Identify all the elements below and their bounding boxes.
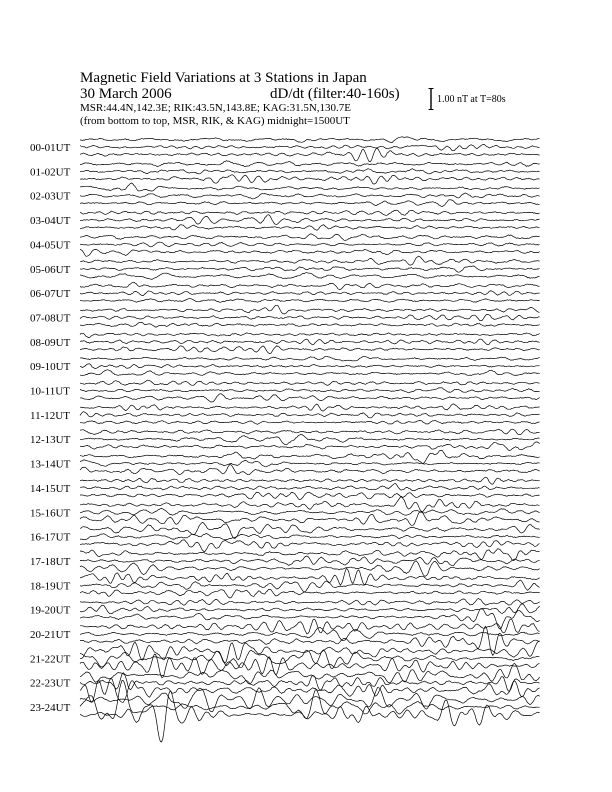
trace-kag-17-18UT <box>80 561 540 576</box>
hour-label: 22-23UT <box>30 677 71 690</box>
hour-label: 05-06UT <box>30 263 71 276</box>
trace-rik-18-19UT <box>80 580 540 592</box>
trace-kag-23-24UT <box>80 691 540 742</box>
trace-msr-02-03UT <box>80 183 540 191</box>
hour-label: 19-20UT <box>30 604 71 617</box>
trace-rik-05-06UT <box>80 266 540 272</box>
trace-kag-12-13UT <box>80 442 540 451</box>
trace-msr-12-13UT <box>80 429 540 435</box>
trace-msr-08-09UT <box>80 333 540 338</box>
hour-label: 08-09UT <box>30 336 71 349</box>
trace-kag-00-01UT <box>80 148 540 161</box>
trace-rik-00-01UT <box>80 145 540 151</box>
trace-msr-03-04UT <box>80 210 540 215</box>
trace-kag-18-19UT <box>80 589 540 598</box>
hour-label: 04-05UT <box>30 239 71 252</box>
hour-label: 18-19UT <box>30 580 71 593</box>
trace-msr-07-08UT <box>80 305 540 314</box>
trace-kag-01-02UT <box>80 175 540 184</box>
trace-rik-17-18UT <box>80 556 540 566</box>
trace-msr-06-07UT <box>80 282 540 289</box>
trace-kag-05-06UT <box>80 273 540 280</box>
hour-label: 14-15UT <box>30 482 71 495</box>
trace-rik-13-14UT <box>80 460 540 467</box>
trace-kag-16-17UT <box>80 540 540 552</box>
trace-kag-08-09UT <box>80 346 540 354</box>
trace-rik-03-04UT <box>80 215 540 225</box>
trace-rik-04-05UT <box>80 242 540 247</box>
trace-msr-10-11UT <box>80 380 540 385</box>
trace-msr-11-12UT <box>80 404 540 411</box>
hour-label: 16-17UT <box>30 531 71 544</box>
hour-label: 09-10UT <box>30 361 71 374</box>
trace-rik-09-10UT <box>80 364 540 369</box>
trace-msr-14-15UT <box>80 477 540 484</box>
trace-msr-19-20UT <box>80 598 540 605</box>
trace-msr-09-10UT <box>80 357 540 361</box>
hour-label: 20-21UT <box>30 629 71 641</box>
hour-label: 23-24UT <box>30 702 71 715</box>
trace-kag-09-10UT <box>80 370 540 376</box>
trace-msr-13-14UT <box>80 450 540 463</box>
hour-label: 06-07UT <box>30 288 71 301</box>
station-coordinates: MSR:44.4N,142.3E; RIK:43.5N,143.8E; KAG:31.5N,130.7E <box>80 102 352 114</box>
quantity-label: dD/dt (filter:40-160s) <box>270 86 400 102</box>
trace-kag-04-05UT <box>80 249 540 256</box>
trace-rik-21-22UT <box>80 650 540 669</box>
trace-msr-00-01UT <box>80 137 540 143</box>
hour-label: 00-01UT <box>30 142 71 154</box>
hour-label: 03-04UT <box>30 215 71 228</box>
trace-rik-07-08UT <box>80 314 540 320</box>
trace-msr-01-02UT <box>80 161 540 167</box>
scale-label: 1.00 nT at T=80s <box>437 94 506 105</box>
hour-label: 10-11UT <box>30 385 70 398</box>
hour-label: 13-14UT <box>30 458 71 471</box>
trace-kag-03-04UT <box>80 225 540 230</box>
trace-rik-14-15UT <box>80 484 540 491</box>
hour-label: 07-08UT <box>30 312 71 325</box>
trace-rik-23-24UT <box>80 681 540 720</box>
trace-msr-05-06UT <box>80 256 540 265</box>
trace-kag-13-14UT <box>80 464 540 474</box>
trace-msr-20-21UT <box>80 619 540 634</box>
trace-rik-06-07UT <box>80 291 540 296</box>
trace-rik-01-02UT <box>80 169 540 174</box>
trace-msr-23-24UT <box>80 687 540 711</box>
hour-label: 12-13UT <box>30 434 71 447</box>
trace-rik-19-20UT <box>80 604 540 614</box>
trace-rik-02-03UT <box>80 193 540 199</box>
trace-kag-11-12UT <box>80 421 540 425</box>
hour-label: 15-16UT <box>30 507 71 520</box>
hour-label: 02-03UT <box>30 190 71 203</box>
trace-kag-21-22UT <box>80 654 540 677</box>
trace-msr-18-19UT <box>80 568 540 585</box>
trace-rik-11-12UT <box>80 412 540 418</box>
trace-msr-15-16UT <box>80 497 540 512</box>
trace-kag-10-11UT <box>80 394 540 402</box>
chart-title: Magnetic Field Variations at 3 Stations in Japan <box>80 70 367 86</box>
hour-label: 21-22UT <box>30 653 71 666</box>
trace-rik-12-13UT <box>80 434 540 445</box>
trace-kag-02-03UT <box>80 200 540 207</box>
trace-rik-16-17UT <box>80 534 540 541</box>
hour-label: 01-02UT <box>30 166 71 179</box>
trace-kag-07-08UT <box>80 323 540 328</box>
date-label: 30 March 2006 <box>80 86 172 102</box>
hour-label: 11-12UT <box>30 409 70 422</box>
trace-rik-10-11UT <box>80 388 540 393</box>
trace-msr-04-05UT <box>80 234 540 241</box>
hour-label: 17-18UT <box>30 555 71 568</box>
trace-kag-06-07UT <box>80 299 540 303</box>
trace-kag-14-15UT <box>80 492 540 499</box>
trace-rik-08-09UT <box>80 339 540 345</box>
station-order-note: (from bottom to top, MSR, RIK, & KAG) midnight=1500UT <box>80 115 350 127</box>
